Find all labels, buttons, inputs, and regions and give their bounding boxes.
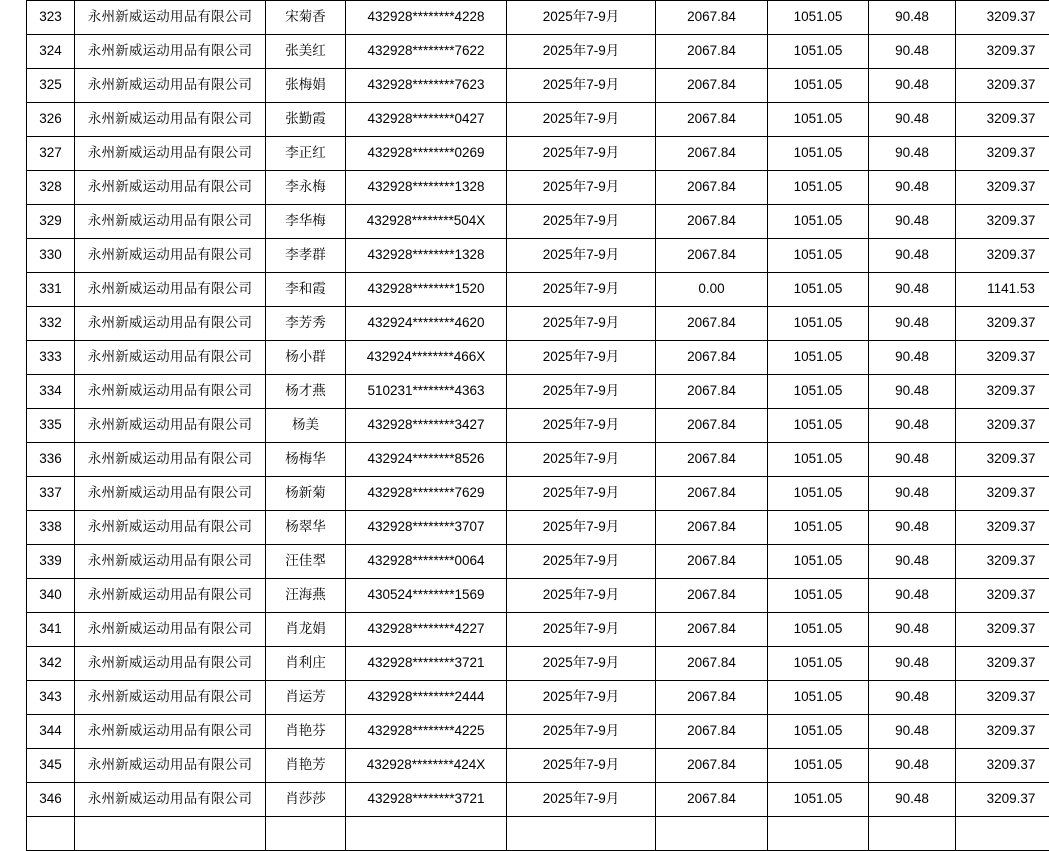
cell-index: 335: [27, 409, 75, 443]
cell-period: 2025年7-9月: [507, 103, 656, 137]
cell-id-number: 432928********0427: [346, 103, 507, 137]
cell-index: 334: [27, 375, 75, 409]
cell-amount-c: 90.48: [869, 375, 956, 409]
cell-amount-total: 3209.37: [956, 783, 1049, 817]
cell-amount-b: 1051.05: [768, 477, 869, 511]
cell-index: 340: [27, 579, 75, 613]
cell-amount-a: 2067.84: [656, 137, 768, 171]
cell-id-number: 432928********7623: [346, 69, 507, 103]
cell-name: 汪海燕: [266, 579, 346, 613]
cell-amount-c: 90.48: [869, 511, 956, 545]
cell-company: 永州新威运动用品有限公司: [75, 681, 266, 715]
table-row: [27, 307, 1049, 341]
cell-company: 永州新威运动用品有限公司: [75, 715, 266, 749]
cell-name: 肖龙娟: [266, 613, 346, 647]
cell-amount-c: 90.48: [869, 579, 956, 613]
cell-amount-a: 2067.84: [656, 783, 768, 817]
cell-index: 342: [27, 647, 75, 681]
cell-period: 2025年7-9月: [507, 273, 656, 307]
cell-amount-b: 1051.05: [768, 205, 869, 239]
cell-name: 杨小群: [266, 341, 346, 375]
cell-name: 李芳秀: [266, 307, 346, 341]
cell-amount-a: 2067.84: [656, 35, 768, 69]
cell-index: 341: [27, 613, 75, 647]
cell-company: 永州新威运动用品有限公司: [75, 443, 266, 477]
cell-amount-a: 2067.84: [656, 205, 768, 239]
cell-amount-a: 2067.84: [656, 409, 768, 443]
cell-amount-total: 3209.37: [956, 307, 1049, 341]
cell-amount-a: 0.00: [656, 273, 768, 307]
cell-period: 2025年7-9月: [507, 409, 656, 443]
cell-amount-c: 90.48: [869, 443, 956, 477]
cell-amount-a: 2067.84: [656, 171, 768, 205]
cell-amount-a: 2067.84: [656, 69, 768, 103]
table-row: [27, 715, 1049, 749]
cell-amount-c: 90.48: [869, 613, 956, 647]
cell-amount-c: 90.48: [869, 409, 956, 443]
cell-id-number: 432928********4228: [346, 1, 507, 35]
cell-amount-a: 2067.84: [656, 715, 768, 749]
cell-id-number: 432928********7622: [346, 35, 507, 69]
cell-id-number: 432928********7629: [346, 477, 507, 511]
cell-amount-total: [956, 817, 1049, 851]
cell-period: 2025年7-9月: [507, 171, 656, 205]
cell-amount-b: 1051.05: [768, 35, 869, 69]
cell-id-number: 432928********3721: [346, 647, 507, 681]
cell-amount-total: 3209.37: [956, 579, 1049, 613]
cell-amount-c: 90.48: [869, 137, 956, 171]
cell-company: 永州新威运动用品有限公司: [75, 511, 266, 545]
cell-amount-c: [869, 817, 956, 851]
cell-id-number: 432928********1328: [346, 239, 507, 273]
cell-name: 李永梅: [266, 171, 346, 205]
cell-company: 永州新威运动用品有限公司: [75, 783, 266, 817]
cell-amount-a: 2067.84: [656, 749, 768, 783]
cell-company: 永州新威运动用品有限公司: [75, 103, 266, 137]
cell-name: 汪佳翆: [266, 545, 346, 579]
table-row: [27, 239, 1049, 273]
table-row: [27, 647, 1049, 681]
cell-amount-total: 3209.37: [956, 409, 1049, 443]
cell-amount-total: 3209.37: [956, 477, 1049, 511]
cell-amount-c: 90.48: [869, 103, 956, 137]
cell-name: 杨梅华: [266, 443, 346, 477]
cell-amount-a: 2067.84: [656, 545, 768, 579]
cell-period: 2025年7-9月: [507, 443, 656, 477]
cell-amount-a: [656, 817, 768, 851]
cell-name: 肖艳芳: [266, 749, 346, 783]
cell-amount-c: 90.48: [869, 545, 956, 579]
cell-company: [75, 817, 266, 851]
cell-amount-a: 2067.84: [656, 647, 768, 681]
cell-amount-c: 90.48: [869, 35, 956, 69]
cell-amount-b: 1051.05: [768, 613, 869, 647]
cell-amount-b: 1051.05: [768, 647, 869, 681]
cell-name: 肖莎莎: [266, 783, 346, 817]
cell-index: 339: [27, 545, 75, 579]
cell-index: 346: [27, 783, 75, 817]
cell-amount-total: 3209.37: [956, 647, 1049, 681]
cell-name: 李孝群: [266, 239, 346, 273]
cell-amount-b: 1051.05: [768, 137, 869, 171]
table-row: [27, 443, 1049, 477]
cell-name: 肖艳芬: [266, 715, 346, 749]
cell-id-number: 432924********466X: [346, 341, 507, 375]
cell-period: 2025年7-9月: [507, 545, 656, 579]
cell-amount-total: 3209.37: [956, 1, 1049, 35]
cell-period: 2025年7-9月: [507, 1, 656, 35]
cell-amount-b: 1051.05: [768, 273, 869, 307]
cell-id-number: 432928********1328: [346, 171, 507, 205]
cell-amount-b: 1051.05: [768, 511, 869, 545]
cell-id-number: 432928********4227: [346, 613, 507, 647]
cell-amount-c: 90.48: [869, 69, 956, 103]
cell-amount-total: 3209.37: [956, 205, 1049, 239]
cell-company: 永州新威运动用品有限公司: [75, 545, 266, 579]
cell-company: 永州新威运动用品有限公司: [75, 137, 266, 171]
cell-amount-a: 2067.84: [656, 1, 768, 35]
document-body: [26, 0, 1022, 851]
cell-name: 张勤霞: [266, 103, 346, 137]
cell-name: 杨美: [266, 409, 346, 443]
cell-amount-total: 3209.37: [956, 715, 1049, 749]
cell-amount-total: 3209.37: [956, 171, 1049, 205]
cell-company: 永州新威运动用品有限公司: [75, 273, 266, 307]
cell-amount-total: 3209.37: [956, 613, 1049, 647]
table-row: [27, 613, 1049, 647]
cell-name: 肖运芳: [266, 681, 346, 715]
table-row: [27, 273, 1049, 307]
cell-period: 2025年7-9月: [507, 647, 656, 681]
cell-id-number: 432928********504X: [346, 205, 507, 239]
cell-amount-c: 90.48: [869, 239, 956, 273]
cell-period: 2025年7-9月: [507, 307, 656, 341]
cell-name: 李正红: [266, 137, 346, 171]
cell-amount-b: 1051.05: [768, 103, 869, 137]
cell-id-number: 432928********2444: [346, 681, 507, 715]
cell-amount-c: 90.48: [869, 749, 956, 783]
contribution-table: [26, 0, 1049, 851]
cell-amount-a: 2067.84: [656, 307, 768, 341]
cell-amount-b: 1051.05: [768, 341, 869, 375]
cell-company: 永州新威运动用品有限公司: [75, 239, 266, 273]
cell-name: 杨翠华: [266, 511, 346, 545]
cell-index: 327: [27, 137, 75, 171]
cell-amount-total: 3209.37: [956, 103, 1049, 137]
table-row: [27, 749, 1049, 783]
cell-period: 2025年7-9月: [507, 477, 656, 511]
table-row: [27, 579, 1049, 613]
cell-name: 李和霞: [266, 273, 346, 307]
cell-id-number: 430524********1569: [346, 579, 507, 613]
cell-period: [507, 817, 656, 851]
table-row: [27, 103, 1049, 137]
cell-amount-b: 1051.05: [768, 783, 869, 817]
cell-index: 330: [27, 239, 75, 273]
table-row: [27, 205, 1049, 239]
cell-company: 永州新威运动用品有限公司: [75, 171, 266, 205]
cell-id-number: 432928********3721: [346, 783, 507, 817]
cell-company: 永州新威运动用品有限公司: [75, 35, 266, 69]
cell-amount-total: 3209.37: [956, 545, 1049, 579]
cell-amount-b: 1051.05: [768, 409, 869, 443]
cell-index: [27, 817, 75, 851]
cell-index: 336: [27, 443, 75, 477]
cell-company: 永州新威运动用品有限公司: [75, 477, 266, 511]
cell-amount-total: 3209.37: [956, 443, 1049, 477]
cell-amount-total: 3209.37: [956, 137, 1049, 171]
cell-period: 2025年7-9月: [507, 35, 656, 69]
cell-amount-b: 1051.05: [768, 715, 869, 749]
cell-amount-total: 3209.37: [956, 69, 1049, 103]
cell-index: 337: [27, 477, 75, 511]
cell-amount-b: 1051.05: [768, 1, 869, 35]
cell-company: 永州新威运动用品有限公司: [75, 69, 266, 103]
cell-amount-b: 1051.05: [768, 375, 869, 409]
table-row: [27, 409, 1049, 443]
cell-name: 宋菊香: [266, 1, 346, 35]
cell-amount-c: 90.48: [869, 1, 956, 35]
cell-company: 永州新威运动用品有限公司: [75, 749, 266, 783]
cell-index: 344: [27, 715, 75, 749]
cell-index: 338: [27, 511, 75, 545]
cell-period: 2025年7-9月: [507, 69, 656, 103]
cell-index: 332: [27, 307, 75, 341]
cell-period: 2025年7-9月: [507, 137, 656, 171]
cell-id-number: 432928********3427: [346, 409, 507, 443]
cell-amount-a: 2067.84: [656, 103, 768, 137]
cell-id-number: 432924********4620: [346, 307, 507, 341]
cell-amount-a: 2067.84: [656, 239, 768, 273]
table-row-partial: [27, 817, 1049, 851]
table-row: [27, 341, 1049, 375]
cell-amount-c: 90.48: [869, 783, 956, 817]
cell-amount-a: 2067.84: [656, 613, 768, 647]
table-row: [27, 171, 1049, 205]
cell-amount-b: 1051.05: [768, 443, 869, 477]
cell-amount-c: 90.48: [869, 205, 956, 239]
cell-period: 2025年7-9月: [507, 681, 656, 715]
table-row: [27, 375, 1049, 409]
table-row: [27, 35, 1049, 69]
cell-period: 2025年7-9月: [507, 749, 656, 783]
cell-company: 永州新威运动用品有限公司: [75, 205, 266, 239]
cell-amount-a: 2067.84: [656, 681, 768, 715]
cell-amount-b: 1051.05: [768, 545, 869, 579]
cell-amount-a: 2067.84: [656, 443, 768, 477]
cell-index: 324: [27, 35, 75, 69]
cell-name: [266, 817, 346, 851]
cell-amount-c: 90.48: [869, 273, 956, 307]
cell-amount-a: 2067.84: [656, 511, 768, 545]
cell-amount-total: 3209.37: [956, 341, 1049, 375]
table-row: [27, 783, 1049, 817]
cell-index: 323: [27, 1, 75, 35]
cell-amount-a: 2067.84: [656, 341, 768, 375]
cell-company: 永州新威运动用品有限公司: [75, 647, 266, 681]
cell-index: 325: [27, 69, 75, 103]
cell-amount-b: 1051.05: [768, 579, 869, 613]
cell-amount-c: 90.48: [869, 647, 956, 681]
cell-period: 2025年7-9月: [507, 579, 656, 613]
table-row: [27, 681, 1049, 715]
cell-amount-c: 90.48: [869, 477, 956, 511]
cell-name: 李华梅: [266, 205, 346, 239]
cell-index: 343: [27, 681, 75, 715]
cell-name: 肖利庄: [266, 647, 346, 681]
cell-id-number: 432924********8526: [346, 443, 507, 477]
cell-id-number: 432928********1520: [346, 273, 507, 307]
table-row: [27, 69, 1049, 103]
cell-amount-total: 3209.37: [956, 35, 1049, 69]
cell-index: 345: [27, 749, 75, 783]
table-row: [27, 545, 1049, 579]
cell-amount-total: 3209.37: [956, 511, 1049, 545]
cell-id-number: 432928********3707: [346, 511, 507, 545]
cell-index: 329: [27, 205, 75, 239]
cell-id-number: 432928********0064: [346, 545, 507, 579]
cell-amount-a: 2067.84: [656, 579, 768, 613]
cell-index: 326: [27, 103, 75, 137]
cell-amount-total: 3209.37: [956, 239, 1049, 273]
cell-amount-total: 1141.53: [956, 273, 1049, 307]
cell-index: 331: [27, 273, 75, 307]
cell-company: 永州新威运动用品有限公司: [75, 579, 266, 613]
cell-period: 2025年7-9月: [507, 375, 656, 409]
table-row: [27, 477, 1049, 511]
cell-company: 永州新威运动用品有限公司: [75, 409, 266, 443]
cell-index: 328: [27, 171, 75, 205]
cell-name: 杨才燕: [266, 375, 346, 409]
cell-period: 2025年7-9月: [507, 239, 656, 273]
cell-name: 张美红: [266, 35, 346, 69]
cell-amount-b: 1051.05: [768, 307, 869, 341]
cell-company: 永州新威运动用品有限公司: [75, 307, 266, 341]
cell-id-number: [346, 817, 507, 851]
cell-amount-c: 90.48: [869, 341, 956, 375]
cell-company: 永州新威运动用品有限公司: [75, 341, 266, 375]
cell-id-number: 432928********4225: [346, 715, 507, 749]
cell-index: 333: [27, 341, 75, 375]
table-row: [27, 1, 1049, 35]
cell-amount-total: 3209.37: [956, 681, 1049, 715]
cell-id-number: 432928********424X: [346, 749, 507, 783]
cell-company: 永州新威运动用品有限公司: [75, 375, 266, 409]
cell-period: 2025年7-9月: [507, 205, 656, 239]
cell-period: 2025年7-9月: [507, 341, 656, 375]
cell-amount-b: 1051.05: [768, 749, 869, 783]
cell-amount-a: 2067.84: [656, 375, 768, 409]
cell-amount-b: [768, 817, 869, 851]
cell-period: 2025年7-9月: [507, 783, 656, 817]
cell-name: 张梅娟: [266, 69, 346, 103]
cell-name: 杨新菊: [266, 477, 346, 511]
table-row: [27, 511, 1049, 545]
cell-amount-b: 1051.05: [768, 171, 869, 205]
cell-amount-b: 1051.05: [768, 681, 869, 715]
cell-period: 2025年7-9月: [507, 511, 656, 545]
cell-amount-c: 90.48: [869, 171, 956, 205]
cell-amount-b: 1051.05: [768, 239, 869, 273]
cell-amount-c: 90.48: [869, 681, 956, 715]
table-row: [27, 137, 1049, 171]
cell-amount-total: 3209.37: [956, 375, 1049, 409]
cell-id-number: 432928********0269: [346, 137, 507, 171]
cell-amount-c: 90.48: [869, 307, 956, 341]
cell-company: 永州新威运动用品有限公司: [75, 1, 266, 35]
cell-period: 2025年7-9月: [507, 715, 656, 749]
table-body: [27, 1, 1049, 851]
cell-company: 永州新威运动用品有限公司: [75, 613, 266, 647]
cell-amount-a: 2067.84: [656, 477, 768, 511]
cell-period: 2025年7-9月: [507, 613, 656, 647]
cell-amount-total: 3209.37: [956, 749, 1049, 783]
cell-id-number: 510231********4363: [346, 375, 507, 409]
cell-amount-b: 1051.05: [768, 69, 869, 103]
cell-amount-c: 90.48: [869, 715, 956, 749]
